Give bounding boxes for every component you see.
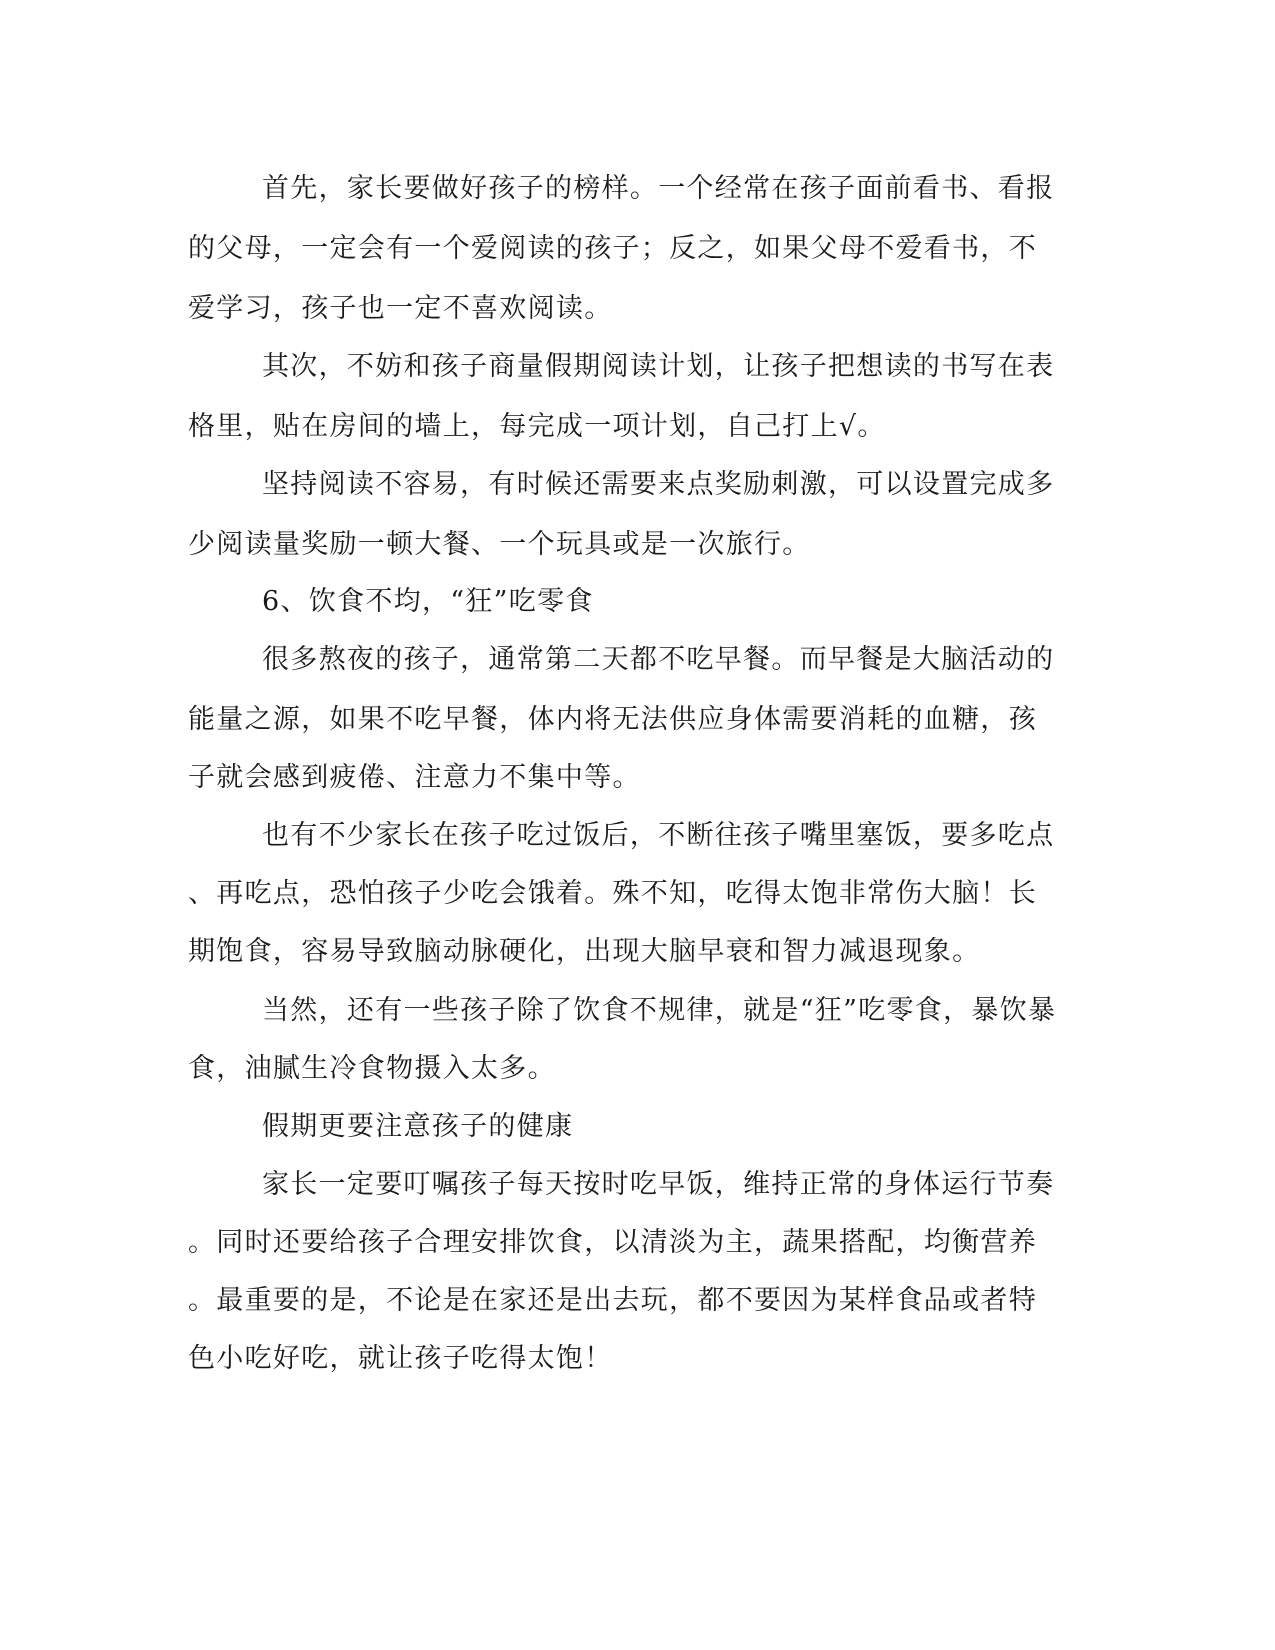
paragraph-4-line-1: 很多熬夜的孩子，通常第二天都不吃早餐。而早餐是大脑活动的 [262, 644, 1055, 675]
paragraph-7-line-3: 。最重要的是，不论是在家还是出去玩，都不要因为某样食品或者特 [188, 1285, 1037, 1316]
paragraph-2-line-1: 其次，不妨和孩子商量假期阅读计划，让孩子把想读的书写在表 [262, 351, 1055, 382]
section-heading-6: 6、饮食不均，“狂”吃零食 [262, 586, 594, 617]
paragraph-7-line-2: 。同时还要给孩子合理安排饮食，以清淡为主，蔬果搭配，均衡营养 [188, 1227, 1037, 1258]
paragraph-4-line-3: 子就会感到疲倦、注意力不集中等。 [188, 762, 641, 793]
paragraph-4-line-2: 能量之源，如果不吃早餐，体内将无法供应身体需要消耗的血糖，孩 [188, 704, 1037, 735]
paragraph-1-line-2: 的父母，一定会有一个爱阅读的孩子；反之，如果父母不爱看书，不 [188, 233, 1037, 264]
paragraph-5-line-2: 、再吃点，恐怕孩子少吃会饿着。殊不知，吃得太饱非常伤大脑！长 [188, 878, 1037, 909]
paragraph-1-line-1: 首先，家长要做好孩子的榜样。一个经常在孩子面前看书、看报 [262, 173, 1055, 204]
section-heading-health: 假期更要注意孩子的健康 [262, 1111, 574, 1142]
paragraph-7-line-1: 家长一定要叮嘱孩子每天按时吃早饭，维持正常的身体运行节奏 [262, 1169, 1055, 1200]
paragraph-1-line-3: 爱学习，孩子也一定不喜欢阅读。 [188, 293, 613, 324]
paragraph-5-line-1: 也有不少家长在孩子吃过饭后，不断往孩子嘴里塞饭，要多吃点 [262, 820, 1055, 851]
paragraph-6-line-2: 食，油腻生冷食物摄入太多。 [188, 1053, 556, 1084]
paragraph-3-line-2: 少阅读量奖励一顿大餐、一个玩具或是一次旅行。 [188, 529, 811, 560]
paragraph-5-line-3: 期饱食，容易导致脑动脉硬化，出现大脑早衰和智力减退现象。 [188, 936, 981, 967]
paragraph-3-line-1: 坚持阅读不容易，有时候还需要来点奖励刺激，可以设置完成多 [262, 469, 1055, 500]
paragraph-2-line-2: 格里，贴在房间的墙上，每完成一项计划，自己打上√。 [188, 411, 886, 442]
paragraph-7-line-4: 色小吃好吃，就让孩子吃得太饱！ [188, 1343, 613, 1374]
paragraph-6-line-1: 当然，还有一些孩子除了饮食不规律，就是“狂”吃零食，暴饮暴 [262, 995, 1057, 1026]
